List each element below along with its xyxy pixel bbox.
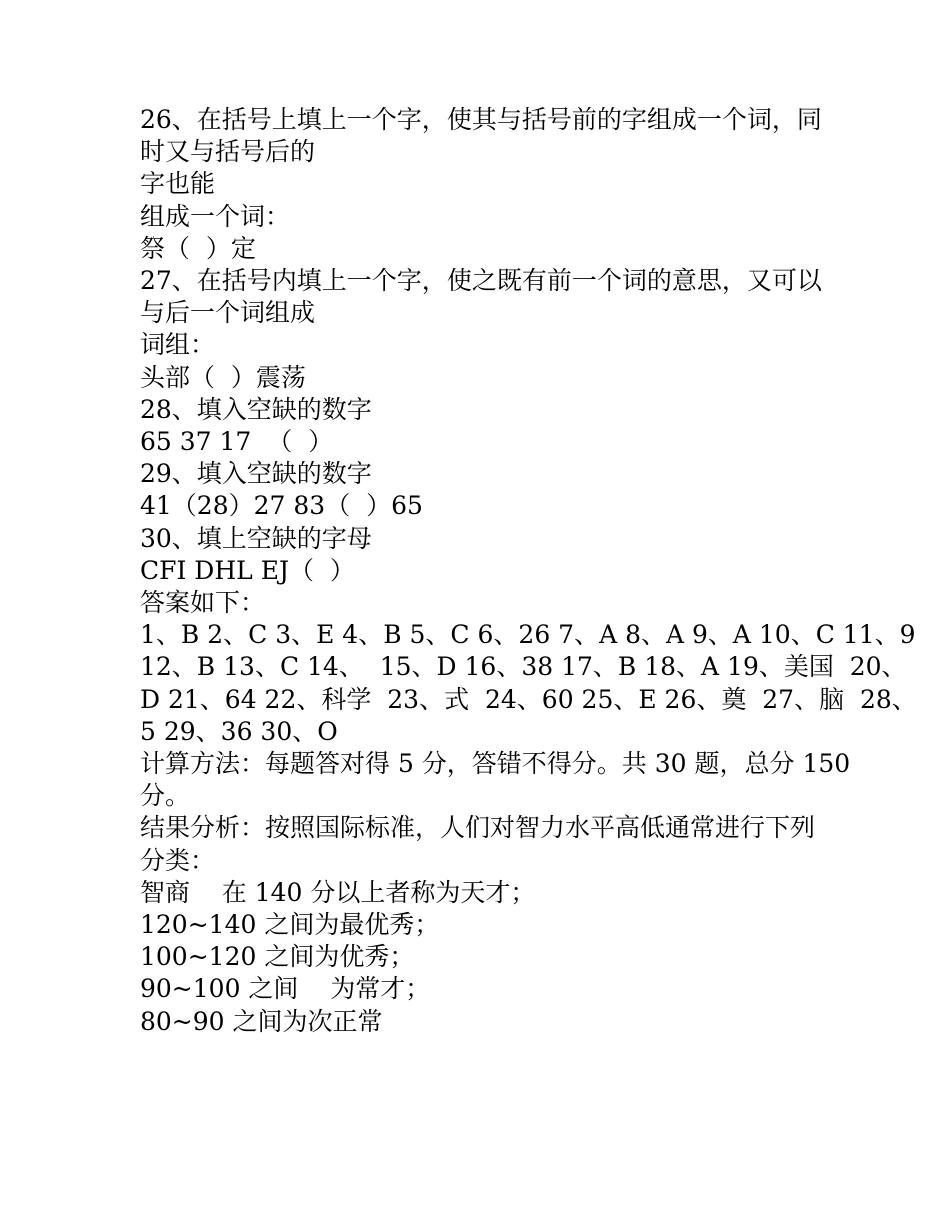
answers-line-3: D 21、64 22、科学 23、式 24、60 25、E 26、奠 27、脑 28、 [140,684,917,714]
q29-question: 29、填入空缺的数字 [140,459,372,489]
q26-puzzle: 祭（ ）定 [140,233,256,263]
scoring-line-1: 计算方法：每题答对得 5 分，答错不得分。共 30 题，总分 150 [140,749,851,779]
answers-line-4: 5 29、36 30、O [140,716,338,746]
q27-line-3: 词组： [140,330,216,360]
q26-line-3: 字也能 [140,169,216,199]
answers-line-2: 12、B 13、C 14、 15、D 16、38 17、B 18、A 19、美国 20、 [140,652,907,682]
q26-line-4: 组成一个词： [140,201,291,231]
q30-question: 30、填上空缺的字母 [140,523,372,553]
scoring-line-2: 分。 [140,781,191,811]
q29-puzzle: 41（28）27 83（ ）65 [140,491,423,521]
q28-question: 28、填入空缺的数字 [140,394,372,424]
level-superior: 120~140 之间为最优秀； [140,910,440,940]
analysis-line-2: 分类： [140,845,216,875]
q27-puzzle: 头部（ ）震荡 [140,362,306,392]
level-below-normal: 80~90 之间为次正常 [140,1006,383,1036]
q28-puzzle: 65 37 17 （ ） [140,427,334,457]
level-genius: 智商 在 140 分以上者称为天才； [140,877,536,907]
q26-line-1: 26、在括号上填上一个字，使其与括号前的字组成一个词，同 [140,105,822,134]
q26-line-2: 时又与括号后的 [140,137,316,167]
level-excellent: 100~120 之间为优秀； [140,942,415,972]
q27-line-2: 与后一个词组成 [140,298,316,328]
q30-puzzle: CFI DHL EJ（ ） [140,555,355,585]
level-normal: 90~100 之间 为常才； [140,974,431,1004]
answers-heading: 答案如下： [140,588,266,618]
answers-line-1: 1、B 2、C 3、E 4、B 5、C 6、26 7、A 8、A 9、A 10、C 11、9 [140,620,916,650]
q27-line-1: 27、在括号内填上一个字，使之既有前一个词的意思，又可以 [140,266,822,296]
document-page [140,104,917,1038]
analysis-line-1: 结果分析：按照国际标准，人们对智力水平高低通常进行下列 [140,813,816,843]
